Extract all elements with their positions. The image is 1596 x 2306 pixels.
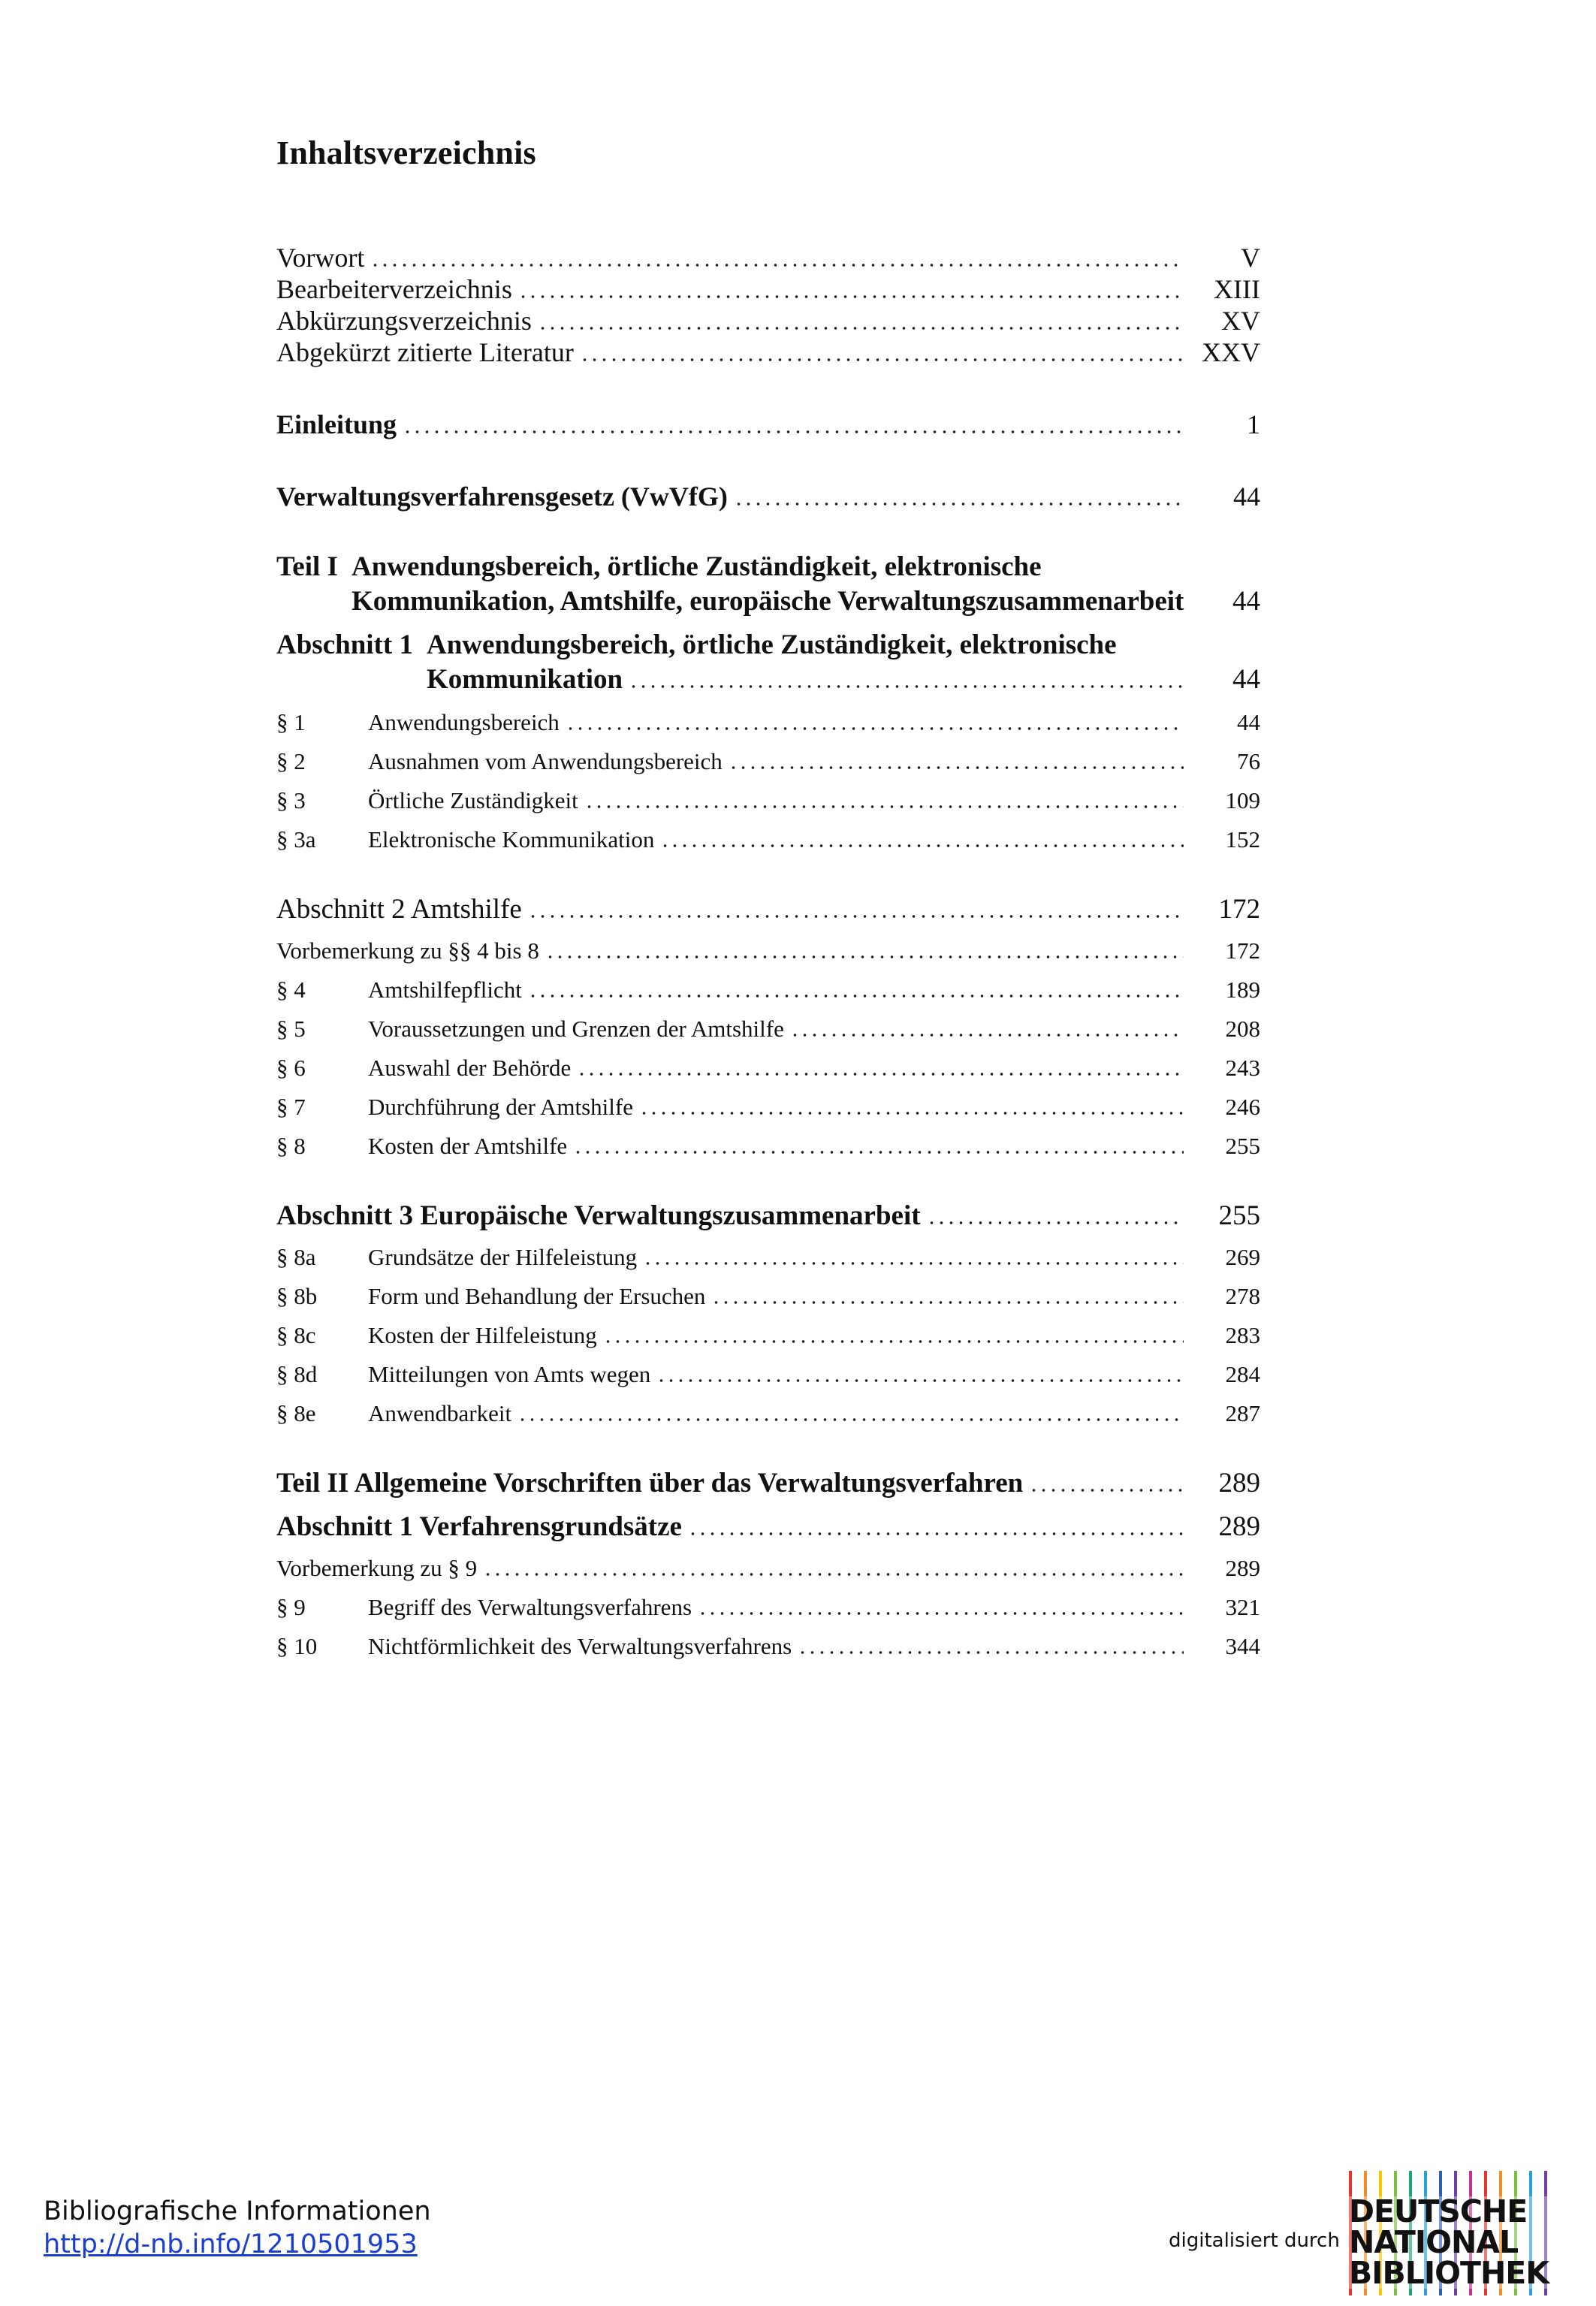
section-number: § 8a <box>276 1244 316 1270</box>
leader-dots <box>580 358 1184 361</box>
toc-entry-label: Nichtförmlichkeit des Verwaltungsverfahrens <box>368 1633 792 1659</box>
toc-entry-label: Örtliche Zuständigkeit <box>368 787 578 813</box>
toc-entry-paragraph-8d[interactable] <box>276 1361 1260 1394</box>
toc-page-number: 255 <box>1218 1200 1260 1231</box>
toc-entry-vwvfg[interactable] <box>276 481 1260 518</box>
toc-page-number: 283 <box>1225 1322 1260 1348</box>
leader-dots <box>603 1340 1184 1343</box>
leader-dots <box>573 1151 1184 1154</box>
leader-dots <box>798 1651 1184 1654</box>
leader-dots <box>639 1112 1184 1115</box>
leader-dots <box>711 1301 1184 1304</box>
toc-entry-label: Durchführung der Amtshilfe <box>368 1094 633 1120</box>
section-number: § 1 <box>276 709 306 735</box>
section-number: § 3a <box>276 826 316 853</box>
abschnitt1-title-line1: Anwendungsbereich, örtliche Zuständigkeit, elektronische <box>427 629 1117 660</box>
leader-dots <box>518 295 1184 298</box>
toc-page-number: XIII <box>1214 274 1260 304</box>
leader-dots <box>698 1612 1184 1615</box>
leader-dots <box>629 685 1184 688</box>
toc-heading-teil2-abschnitt1[interactable] <box>276 1511 1260 1549</box>
toc-page-number: 109 <box>1225 787 1260 813</box>
section-number: § 5 <box>276 1016 306 1042</box>
toc-heading-teil1[interactable] <box>276 551 1260 589</box>
abschnitt1-prefix: Abschnitt 1 <box>276 629 413 660</box>
dnb-logo <box>1344 2169 1562 2297</box>
leader-dots <box>528 915 1184 918</box>
toc-page-number: 284 <box>1225 1361 1260 1387</box>
section-number: § 8e <box>276 1400 316 1426</box>
toc-page-number: 269 <box>1225 1244 1260 1270</box>
toc-entry-paragraph-7[interactable] <box>276 1094 1260 1127</box>
section-number: § 7 <box>276 1094 306 1120</box>
toc-page-number: XXV <box>1202 337 1260 367</box>
toc-entry-label: Kosten der Hilfeleistung <box>368 1322 597 1348</box>
toc-page-number: 189 <box>1225 976 1260 1003</box>
toc-entry-label: Elektronische Kommunikation <box>368 826 655 853</box>
toc-entry-einleitung[interactable] <box>276 409 1260 446</box>
section-number: § 8 <box>276 1133 306 1159</box>
section-number: § 10 <box>276 1633 318 1659</box>
toc-page-number: 289 <box>1218 1511 1260 1542</box>
toc-entry-label: Kosten der Amtshilfe <box>368 1133 568 1159</box>
leader-dots <box>656 1379 1184 1382</box>
section-number: § 4 <box>276 976 306 1003</box>
toc-entry-paragraph-8e[interactable] <box>276 1400 1260 1433</box>
toc-entry-label: Amtshilfepflicht <box>368 976 522 1003</box>
toc-entry-label: Anwendbarkeit <box>368 1400 512 1426</box>
toc-entry-paragraph-5[interactable] <box>276 1016 1260 1049</box>
toc-entry-label: Vorwort <box>276 243 365 273</box>
leader-dots <box>566 727 1184 730</box>
section-number: § 6 <box>276 1055 306 1081</box>
leader-dots <box>1029 1489 1184 1492</box>
section-number: § 2 <box>276 748 306 774</box>
abschnitt1-title-line2: Kommunikation <box>427 664 623 695</box>
toc-entry-label: Abschnitt 2 Amtshilfe <box>276 894 522 925</box>
leader-dots <box>688 1532 1184 1535</box>
leader-dots <box>734 503 1184 506</box>
toc-entry-paragraph-8b[interactable] <box>276 1283 1260 1316</box>
toc-entry-paragraph-3[interactable] <box>276 787 1260 820</box>
toc-page-number: 44 <box>1232 664 1260 695</box>
toc-page-number: 44 <box>1232 586 1260 617</box>
toc-heading-abschnitt1[interactable] <box>276 629 1260 667</box>
leader-dots <box>528 995 1184 998</box>
toc-entry-label: Form und Behandlung der Ersuchen <box>368 1283 706 1309</box>
toc-page-number: 44 <box>1237 709 1260 735</box>
dnb-logo-text <box>1349 2193 1549 2291</box>
toc-page-number: XV <box>1221 306 1260 336</box>
dnb-logo-line: BIBLIOTHEK <box>1349 2255 1549 2291</box>
dnb-logo-line: DEUTSCHE <box>1349 2196 1549 2227</box>
bibliographic-info <box>44 2196 431 2259</box>
toc-entry-paragraph-9[interactable] <box>276 1594 1260 1627</box>
toc-page-number: 278 <box>1225 1283 1260 1309</box>
toc-entry-label: Grundsätze der Hilfeleistung <box>368 1244 638 1270</box>
section-number: § 8c <box>276 1322 316 1348</box>
toc-entry-vorbemerkung-9[interactable] <box>276 1555 1260 1588</box>
toc-page-number: V <box>1241 243 1260 273</box>
toc-entry-paragraph-8c[interactable] <box>276 1322 1260 1355</box>
toc-page-number: 321 <box>1225 1594 1260 1620</box>
toc-heading-teil1-cont[interactable] <box>276 586 1260 623</box>
toc-page-number: 172 <box>1218 894 1260 925</box>
toc-entry-label: Abschnitt 3 Europäische Verwaltungszusammenarbeit <box>276 1200 921 1231</box>
dnb-link[interactable]: http://d-nb.info/1210501953 <box>44 2229 418 2259</box>
leader-dots <box>729 766 1184 769</box>
leader-dots <box>545 955 1184 958</box>
toc-entry-paragraph-6[interactable] <box>276 1055 1260 1088</box>
toc-entry-label: Teil II Allgemeine Vorschriften über das Verwaltungsverfahren <box>276 1468 1024 1499</box>
leader-dots <box>403 430 1184 433</box>
bibliographic-info-label: Bibliografische Informationen <box>44 2196 431 2226</box>
toc-entry-paragraph-3a[interactable] <box>276 826 1260 859</box>
section-number: § 8b <box>276 1283 318 1309</box>
leader-dots <box>577 1073 1184 1076</box>
leader-dots <box>370 264 1184 267</box>
toc-page-number: 152 <box>1225 826 1260 853</box>
toc-entry-vorbemerkung-4-8[interactable] <box>276 937 1260 970</box>
section-number: § 9 <box>276 1594 306 1620</box>
leader-dots <box>927 1221 1184 1224</box>
toc-entry-label: Ausnahmen vom Anwendungsbereich <box>368 748 723 774</box>
toc-entry-label: Abkürzungsverzeichnis <box>276 306 532 336</box>
toc-page-number: 344 <box>1225 1633 1260 1659</box>
leader-dots <box>538 327 1184 330</box>
toc-entry-label: Anwendungsbereich <box>368 709 560 735</box>
toc-entry-label: Begriff des Verwaltungsverfahrens <box>368 1594 692 1620</box>
toc-entry-label: Voraussetzungen und Grenzen der Amtshilfe <box>368 1016 784 1042</box>
toc-page-number: 246 <box>1225 1094 1260 1120</box>
toc-entry-label: Auswahl der Behörde <box>368 1055 572 1081</box>
toc-page-number: 255 <box>1225 1133 1260 1159</box>
toc-entry-label: Vorbemerkung zu § 9 <box>276 1555 478 1581</box>
toc-entry-paragraph-8a[interactable] <box>276 1244 1260 1277</box>
toc-entry-paragraph-10[interactable] <box>276 1633 1260 1666</box>
toc-page-number: 1 <box>1247 409 1260 439</box>
leader-dots <box>517 1418 1184 1421</box>
toc-entry-label: Vorbemerkung zu §§ 4 bis 8 <box>276 937 539 964</box>
teil1-title-line2: Kommunikation, Amtshilfe, europäische Verwaltungszusammenarbeit <box>351 586 1184 617</box>
leader-dots <box>483 1573 1184 1576</box>
toc-entry-literatur[interactable] <box>276 337 1260 374</box>
page-title: Inhaltsverzeichnis <box>276 134 536 171</box>
toc-entry-label: Verwaltungsverfahrensgesetz (VwVfG) <box>276 481 728 512</box>
toc-page-number: 208 <box>1225 1016 1260 1042</box>
toc-entry-paragraph-8[interactable] <box>276 1133 1260 1166</box>
digitalized-by-label: digitalisiert durch <box>1169 2229 1340 2252</box>
toc-entry-paragraph-2[interactable] <box>276 748 1260 781</box>
leader-dots <box>643 1262 1184 1265</box>
dnb-logo-line: NATIONAL <box>1349 2227 1549 2258</box>
toc-page-number: 172 <box>1225 937 1260 964</box>
toc-entry-paragraph-1[interactable] <box>276 709 1260 742</box>
leader-dots <box>790 1034 1184 1037</box>
toc-entry-label: Abgekürzt zitierte Literatur <box>276 337 574 367</box>
teil1-prefix: Teil I <box>276 551 338 582</box>
toc-page-number: 289 <box>1218 1468 1260 1499</box>
toc-page-number: 243 <box>1225 1055 1260 1081</box>
toc-heading-teil2[interactable] <box>276 1468 1260 1505</box>
toc-heading-abschnitt2[interactable] <box>276 894 1260 931</box>
toc-heading-abschnitt3[interactable] <box>276 1200 1260 1238</box>
leader-dots <box>660 844 1184 847</box>
toc-entry-label: Abschnitt 1 Verfahrensgrundsätze <box>276 1511 682 1542</box>
leader-dots <box>584 805 1184 808</box>
toc-entry-label: Bearbeiterverzeichnis <box>276 274 512 304</box>
section-number: § 8d <box>276 1361 318 1387</box>
toc-entry-label: Einleitung <box>276 409 397 439</box>
toc-heading-abschnitt1-cont[interactable] <box>276 664 1260 702</box>
toc-page-number: 287 <box>1225 1400 1260 1426</box>
table-of-contents <box>276 0 1260 1728</box>
toc-entry-paragraph-4[interactable] <box>276 976 1260 1010</box>
toc-entry-label: Mitteilungen von Amts wegen <box>368 1361 651 1387</box>
section-number: § 3 <box>276 787 306 813</box>
toc-page-number: 44 <box>1233 481 1260 512</box>
teil1-title-line1: Anwendungsbereich, örtliche Zuständigkeit, elektronische <box>351 551 1042 582</box>
toc-page-number: 76 <box>1237 748 1260 774</box>
toc-page-number: 289 <box>1225 1555 1260 1581</box>
